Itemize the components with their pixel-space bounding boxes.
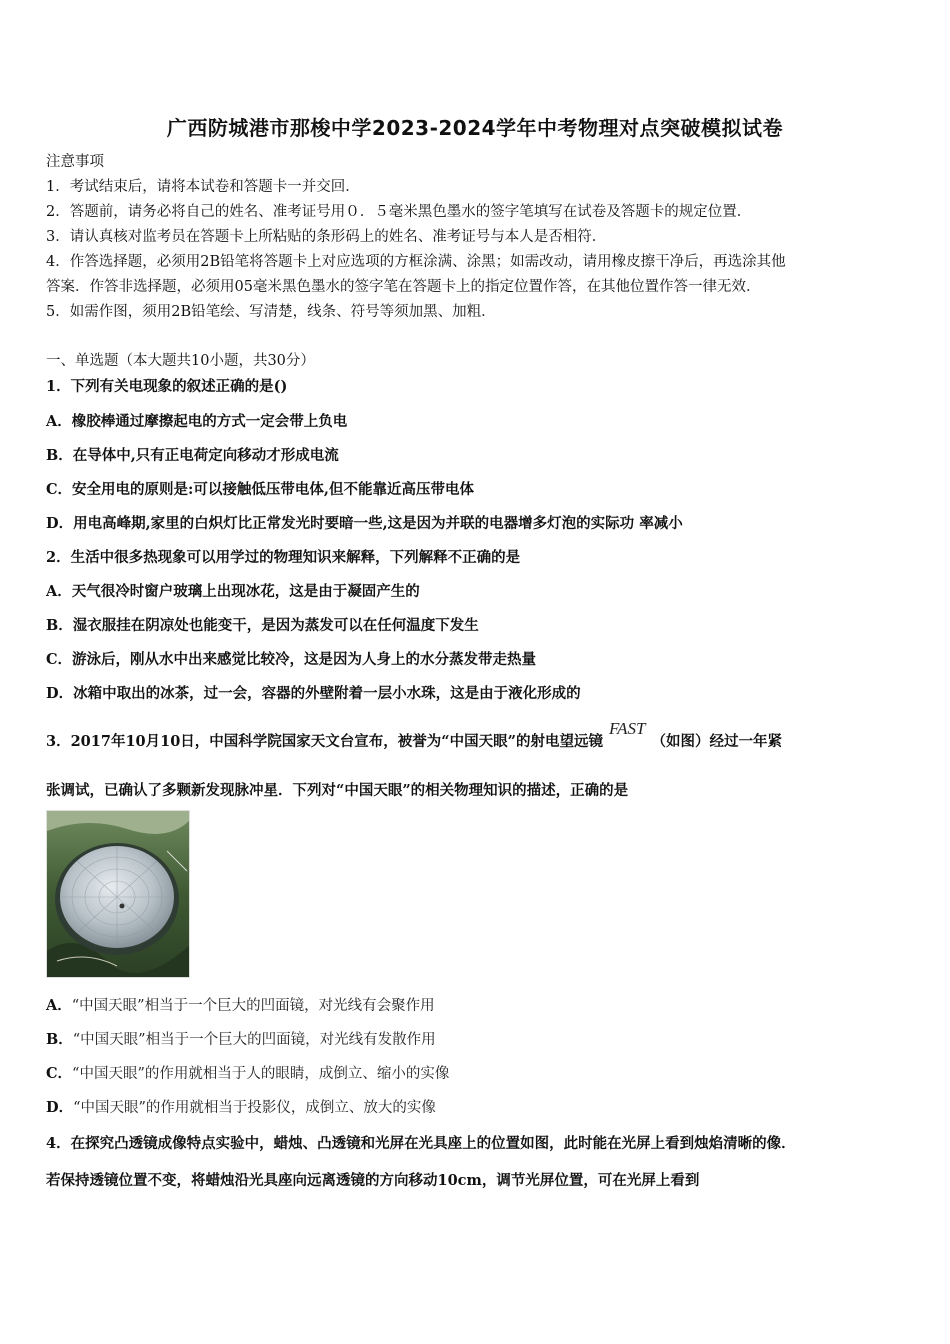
q4-stem-line2: 若保持透镜位置不变，将蜡烛沿光具座向远离透镜的方向移动10cm，调节光屏位置，可在光屏上看到 bbox=[46, 1172, 700, 1189]
notice-item-4: 4．作答选择题，必须用2B铅笔将答题卡上对应选项的方框涂满、涂黑；如需改动，请用橡皮擦干净后，再选涂其他 bbox=[46, 254, 786, 270]
q2-option-a: A．天气很冷时窗户玻璃上出现冰花，这是由于凝固产生的 bbox=[46, 583, 420, 600]
notice-item-1: 1．考试结束后，请将本试卷和答题卡一并交回． bbox=[46, 179, 360, 195]
q3-stem bbox=[46, 719, 906, 752]
q3-option-a-label: A． bbox=[46, 997, 72, 1014]
notice-item-5: 5．如需作图，须用2B铅笔绘、写清楚，线条、符号等须加黑、加粗． bbox=[46, 304, 496, 320]
q3-option-c bbox=[46, 1064, 906, 1084]
q2-option-c: C．游泳后，刚从水中出来感觉比较冷，这是因为人身上的水分蒸发带走热量 bbox=[46, 651, 537, 668]
q2-option-b: B．湿衣服挂在阴凉处也能变干，是因为蒸发可以在任何温度下发生 bbox=[46, 617, 479, 634]
q3-option-c-label: C． bbox=[46, 1065, 73, 1082]
q1-option-a: A．橡胶棒通过摩擦起电的方式一定会带上负电 bbox=[46, 413, 348, 430]
q1-option-d: D．用电高峰期,家里的白炽灯比正常发光时要暗一些,这是因为并联的电器增多灯泡的实际功 率减小 bbox=[46, 515, 683, 532]
q3-option-b-text: “中国天眼”相当于一个巨大的凹面镜，对光线有发散作用 bbox=[72, 1032, 436, 1048]
section-heading: 一、单选题（本大题共10小题，共30分） bbox=[46, 353, 315, 369]
notice-item-4-cont: 答案．作答非选择题，必须用05毫米黑色墨水的签字笔在答题卡上的指定位置作答，在其他位置作答一律无效． bbox=[46, 279, 761, 295]
q3-option-a bbox=[46, 996, 906, 1016]
q3-option-c-text: “中国天眼”的作用就相当于人的眼睛，成倒立、缩小的实像 bbox=[72, 1066, 450, 1082]
q3-stem-line2: 张调试，已确认了多颗新发现脉冲星．下列对“中国天眼”的相关物理知识的描述，正确的是 bbox=[46, 782, 629, 799]
notice-item-2: 2．答题前，请务必将自己的姓名、准考证号用０．５毫米黑色墨水的签字笔填写在试卷及答题卡的规定位置． bbox=[46, 204, 752, 220]
notice-heading: 注意事项 bbox=[46, 154, 104, 170]
q3-option-d-text: “中国天眼”的作用就相当于投影仪，成倒立、放大的实像 bbox=[73, 1100, 436, 1116]
q1-option-c: C．安全用电的原则是:可以接触低压带电体,但不能靠近高压带电体 bbox=[46, 481, 474, 498]
q1-option-b: B．在导体中,只有正电荷定向移动才形成电流 bbox=[46, 447, 339, 464]
q3-option-d-label: D． bbox=[46, 1099, 74, 1116]
fast-telescope-photo bbox=[46, 810, 190, 978]
q3-stem-part2: （如图）经过一年紧 bbox=[651, 733, 783, 750]
q2-stem: 2．生活中很多热现象可以用学过的物理知识来解释，下列解释不正确的是 bbox=[46, 549, 521, 566]
q4-stem-line1: 4．在探究凸透镜成像特点实验中，蜡烛、凸透镜和光屏在光具座上的位置如图，此时能在光屏上看到烛焰清晰的像． bbox=[46, 1135, 796, 1152]
q3-option-a-text: “中国天眼”相当于一个巨大的凹面镜，对光线有会聚作用 bbox=[71, 998, 435, 1014]
page-title: 广西防城港市那梭中学2023-2024学年中考物理对点突破模拟试卷 bbox=[166, 116, 784, 140]
notice-item-3: 3．请认真核对监考员在答题卡上所粘贴的条形码上的姓名、准考证号与本人是否相符． bbox=[46, 229, 607, 245]
q3-fast-label: FAST bbox=[608, 719, 646, 738]
q3-option-b bbox=[46, 1030, 906, 1050]
q3-option-d bbox=[46, 1098, 906, 1118]
q3-stem-part1: 3．2017年10月10日，中国科学院国家天文台宣布，被誉为“中国天眼”的射电望远镜 bbox=[46, 733, 603, 750]
q3-option-b-label: B． bbox=[46, 1031, 73, 1048]
q2-option-d: D．冰箱中取出的冰茶，过一会，容器的外壁附着一层小水珠，这是由于液化形成的 bbox=[46, 685, 581, 702]
q1-stem: 1．下列有关电现象的叙述正确的是() bbox=[46, 378, 288, 395]
